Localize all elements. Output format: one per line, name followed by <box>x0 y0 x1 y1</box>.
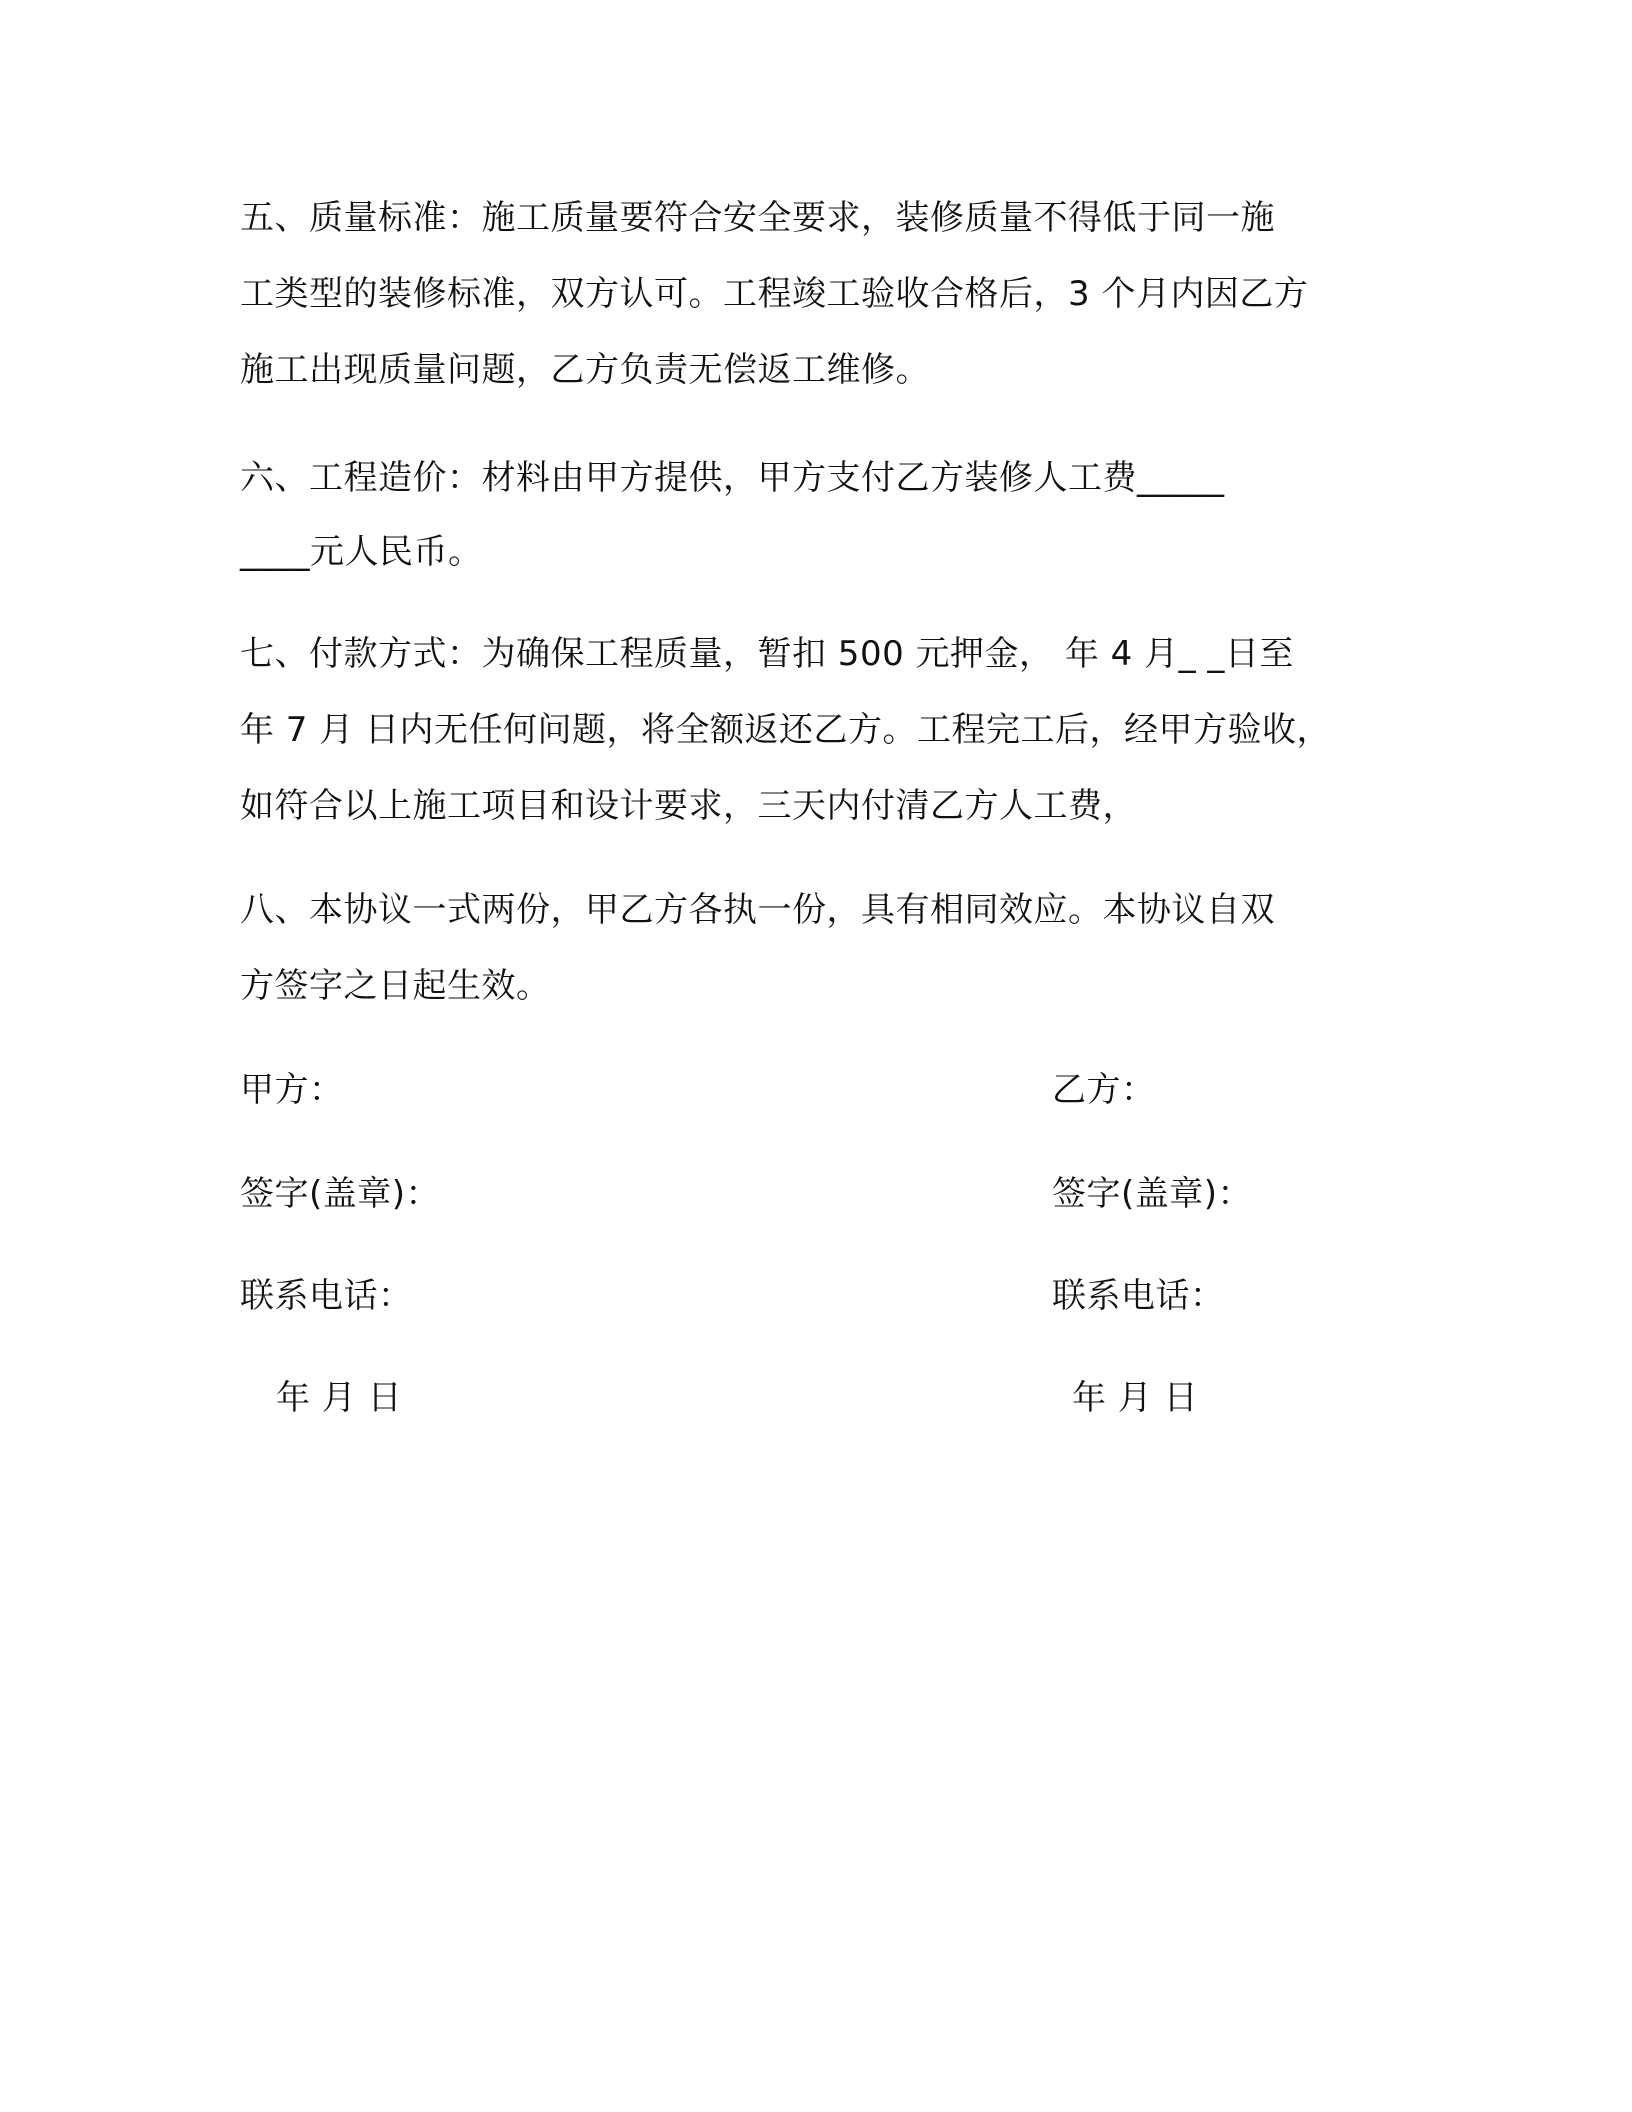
party-b-phone: 联系电话： <box>1052 1276 1225 1316</box>
clause-5-line-3: 施工出现质量问题，乙方负责无偿返工维修。 <box>240 350 930 390</box>
clause-5-line-1: 五、质量标准：施工质量要符合安全要求，装修质量不得低于同一施 <box>240 198 1275 238</box>
party-b-date: 年 月 日 <box>1072 1378 1199 1418</box>
party-a-phone: 联系电话： <box>240 1276 413 1316</box>
party-b-label: 乙方： <box>1052 1070 1156 1110</box>
party-a-date: 年 月 日 <box>276 1378 403 1418</box>
party-a-signature: 签字(盖章)： <box>240 1174 441 1214</box>
clause-7-line-1: 七、付款方式：为确保工程质量，暂扣 500 元押金， 年 4 月_ _日至 <box>240 634 1294 674</box>
clause-7-line-2: 年 7 月 日内无任何问题，将全额返还乙方。工程完工后，经甲方验收， <box>240 710 1332 750</box>
party-a-label: 甲方： <box>240 1070 344 1110</box>
clause-5-line-2: 工类型的装修标准，双方认可。工程竣工验收合格后，3 个月内因乙方 <box>240 274 1309 314</box>
party-b-signature: 签字(盖章)： <box>1052 1174 1253 1214</box>
clause-8-line-2: 方签字之日起生效。 <box>240 966 551 1006</box>
clause-6-line-2: ____元人民币。 <box>240 532 483 572</box>
clause-8-line-1: 八、本协议一式两份，甲乙方各执一份，具有相同效应。本协议自双 <box>240 890 1275 930</box>
clause-7-line-3: 如符合以上施工项目和设计要求，三天内付清乙方人工费， <box>240 786 1137 826</box>
clause-6-line-1: 六、工程造价：材料由甲方提供，甲方支付乙方装修人工费_____ <box>240 458 1225 498</box>
